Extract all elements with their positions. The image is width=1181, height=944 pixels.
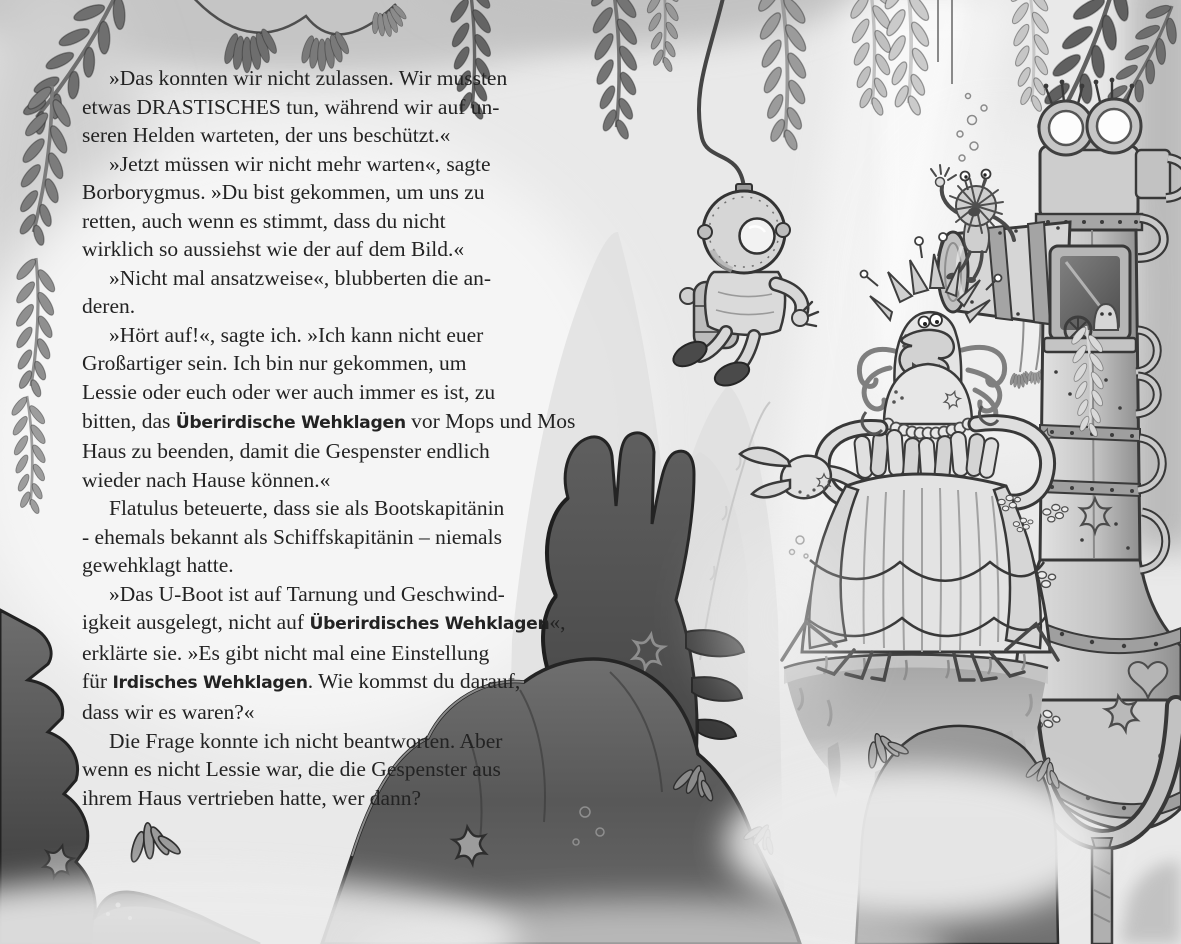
helmet-side-knob [698, 225, 712, 239]
window-creature [1094, 304, 1118, 330]
helmet-side-knob [776, 223, 790, 237]
story-text [82, 64, 576, 812]
queen-eye [930, 314, 942, 326]
queen-eye [919, 317, 930, 328]
tower-head [1040, 146, 1138, 218]
helmet-faceplate [740, 219, 775, 254]
paragraph: »Hört auf!«, sagte ich. »Ich kann nicht euer Großartiger sein. Ich bin nur gekommen, um Lessie oder euch oder wer auch immer es ist, zu bitten, das Überirdische Wehklagen vor Mops und Mos Haus zu beenden, damit die Gespenster endlich wieder nach Hause können.« [82, 322, 576, 492]
paragraph: »Jetzt müssen wir nicht mehr warten«, sagte Borborygmus. »Du bist gekommen, um uns zu retten, auch wenn es stimmt, dass du nicht wirklich so aussiehst wie der auf dem Bild.« [82, 151, 491, 262]
paragraph: »Das U-Boot ist auf Tarnung und Geschwind- igkeit ausgelegt, nicht auf Überirdisches Wehklagen«, erklärte sie. »Es gibt nicht mal eine Einstellung für Irdisches Wehklagen. Wie kommst du darauf, dass wir es waren?« [82, 581, 566, 725]
creature-mouth [968, 208, 980, 217]
rivet-band [1040, 480, 1140, 496]
tower-side-box [1136, 150, 1170, 198]
paragraph: »Nicht mal ansatzweise«, blubberten die an- deren. [82, 265, 492, 319]
paragraph: Flatulus beteuerte, dass sie als Bootskapitänin - ehemals bekannt als Schiffskapitänin – niemals gewehklagt hatte. [82, 496, 505, 578]
paragraph: »Das konnten wir nicht zulassen. Wir mussten etwas DRASTISCHES tun, während wir auf un- seren Helden warteten, der uns beschützt.« [82, 66, 508, 148]
paragraph: Die Frage konnte ich nicht beantworten. Aber wenn es nicht Lessie war, die die Gespenster aus ihrem Haus vertrieben hatte, wer dann? [82, 728, 503, 810]
